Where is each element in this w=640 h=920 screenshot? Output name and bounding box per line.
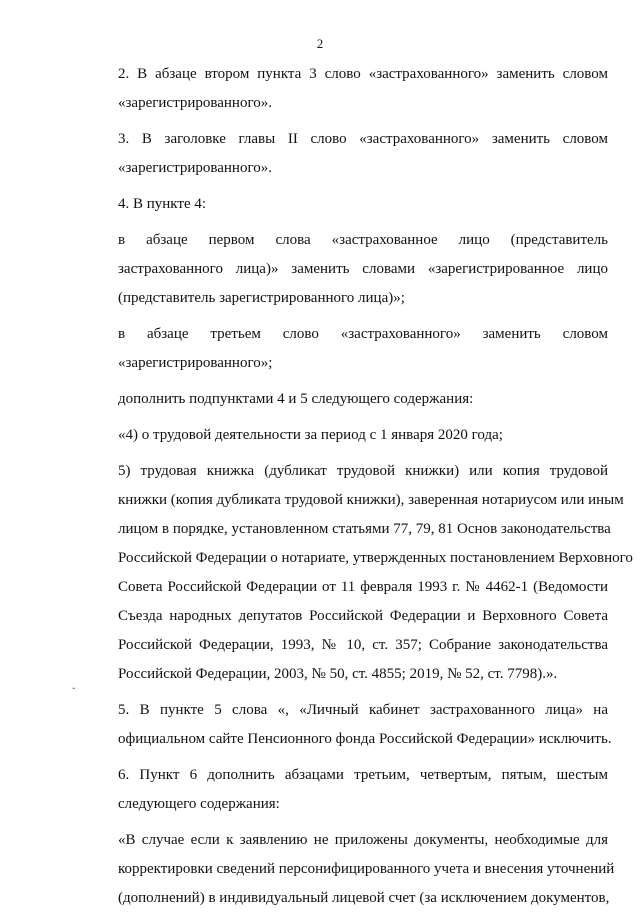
paragraph-line: в абзаце первом слова «застрахованное лицо (представитель [118,232,608,248]
document-body [80,60,633,920]
paragraph [80,696,612,754]
paragraph [80,457,633,689]
paragraph-line: книжки (копия дубликата трудовой книжки), заверенная нотариусом или иным [118,492,624,508]
paragraph-line: 5. В пункте 5 слова «, «Личный кабинет застрахованного лица» на [118,702,608,718]
scan-mark: ˇ [72,687,76,698]
paragraph-line: (дополнений) в индивидуальный лицевой счет (за исключением документов, [118,890,610,906]
paragraph-line: 3. В заголовке главы II слово «застрахованного» заменить словом [118,131,608,147]
page-number: 2 [316,36,324,51]
paragraph [80,421,608,450]
paragraph-line: 6. Пункт 6 дополнить абзацами третьим, четвертым, пятым, шестым [118,767,608,783]
paragraph [80,60,608,118]
paragraph-line: в абзаце третьем слово «застрахованного» заменить словом [118,326,608,342]
paragraph-line: (представитель зарегистрированного лица)»; [118,290,405,306]
paragraph [80,190,608,219]
paragraph-line: следующего содержания: [118,796,280,812]
paragraph-line: 2. В абзаце втором пункта 3 слово «застрахованного» заменить словом [118,66,608,82]
paragraph-line: дополнить подпунктами 4 и 5 следующего содержания: [118,391,474,407]
paragraph-line: «зарегистрированного». [118,160,272,176]
paragraph-line: застрахованного лица)» заменить словами «зарегистрированное лицо [118,261,608,277]
paragraph [80,320,608,378]
paragraph-line: 4. В пункте 4: [118,196,207,212]
paragraph-line: лицом в порядке, установленном статьями 77, 79, 81 Основ законодательства [118,521,611,537]
paragraph [80,125,608,183]
paragraph-line: «зарегистрированного»; [118,355,273,371]
paragraph-line: Съезда народных депутатов Российской Федерации и Верховного Совета [118,608,608,624]
paragraph [80,226,608,313]
paragraph [80,826,615,913]
paragraph-line: официальном сайте Пенсионного фонда Российской Федерации» исключить. [118,731,612,747]
paragraph-line: Российской Федерации, 2003, № 50, ст. 4855; 2019, № 52, ст. 7798).». [118,666,558,682]
paragraph [80,385,608,414]
paragraph-line: Российской Федерации, 1993, № 10, ст. 357; Собрание законодательства [118,637,608,653]
paragraph-line: Совета Российской Федерации от 11 февраля 1993 г. № 4462-1 (Ведомости [118,579,608,595]
paragraph-line: 5) трудовая книжка (дубликат трудовой книжки) или копия трудовой [118,463,608,479]
paragraph-line: «В случае если к заявлению не приложены документы, необходимые для [118,832,608,848]
paragraph-line: Российской Федерации о нотариате, утвержденных постановлением Верховного [118,550,633,566]
paragraph-line: корректировки сведений персонифицированного учета и внесения уточнений [118,861,615,877]
paragraph-line: «4) о трудовой деятельности за период с 1 января 2020 года; [118,427,503,443]
paragraph-line: «зарегистрированного». [118,95,272,111]
paragraph [80,761,608,819]
